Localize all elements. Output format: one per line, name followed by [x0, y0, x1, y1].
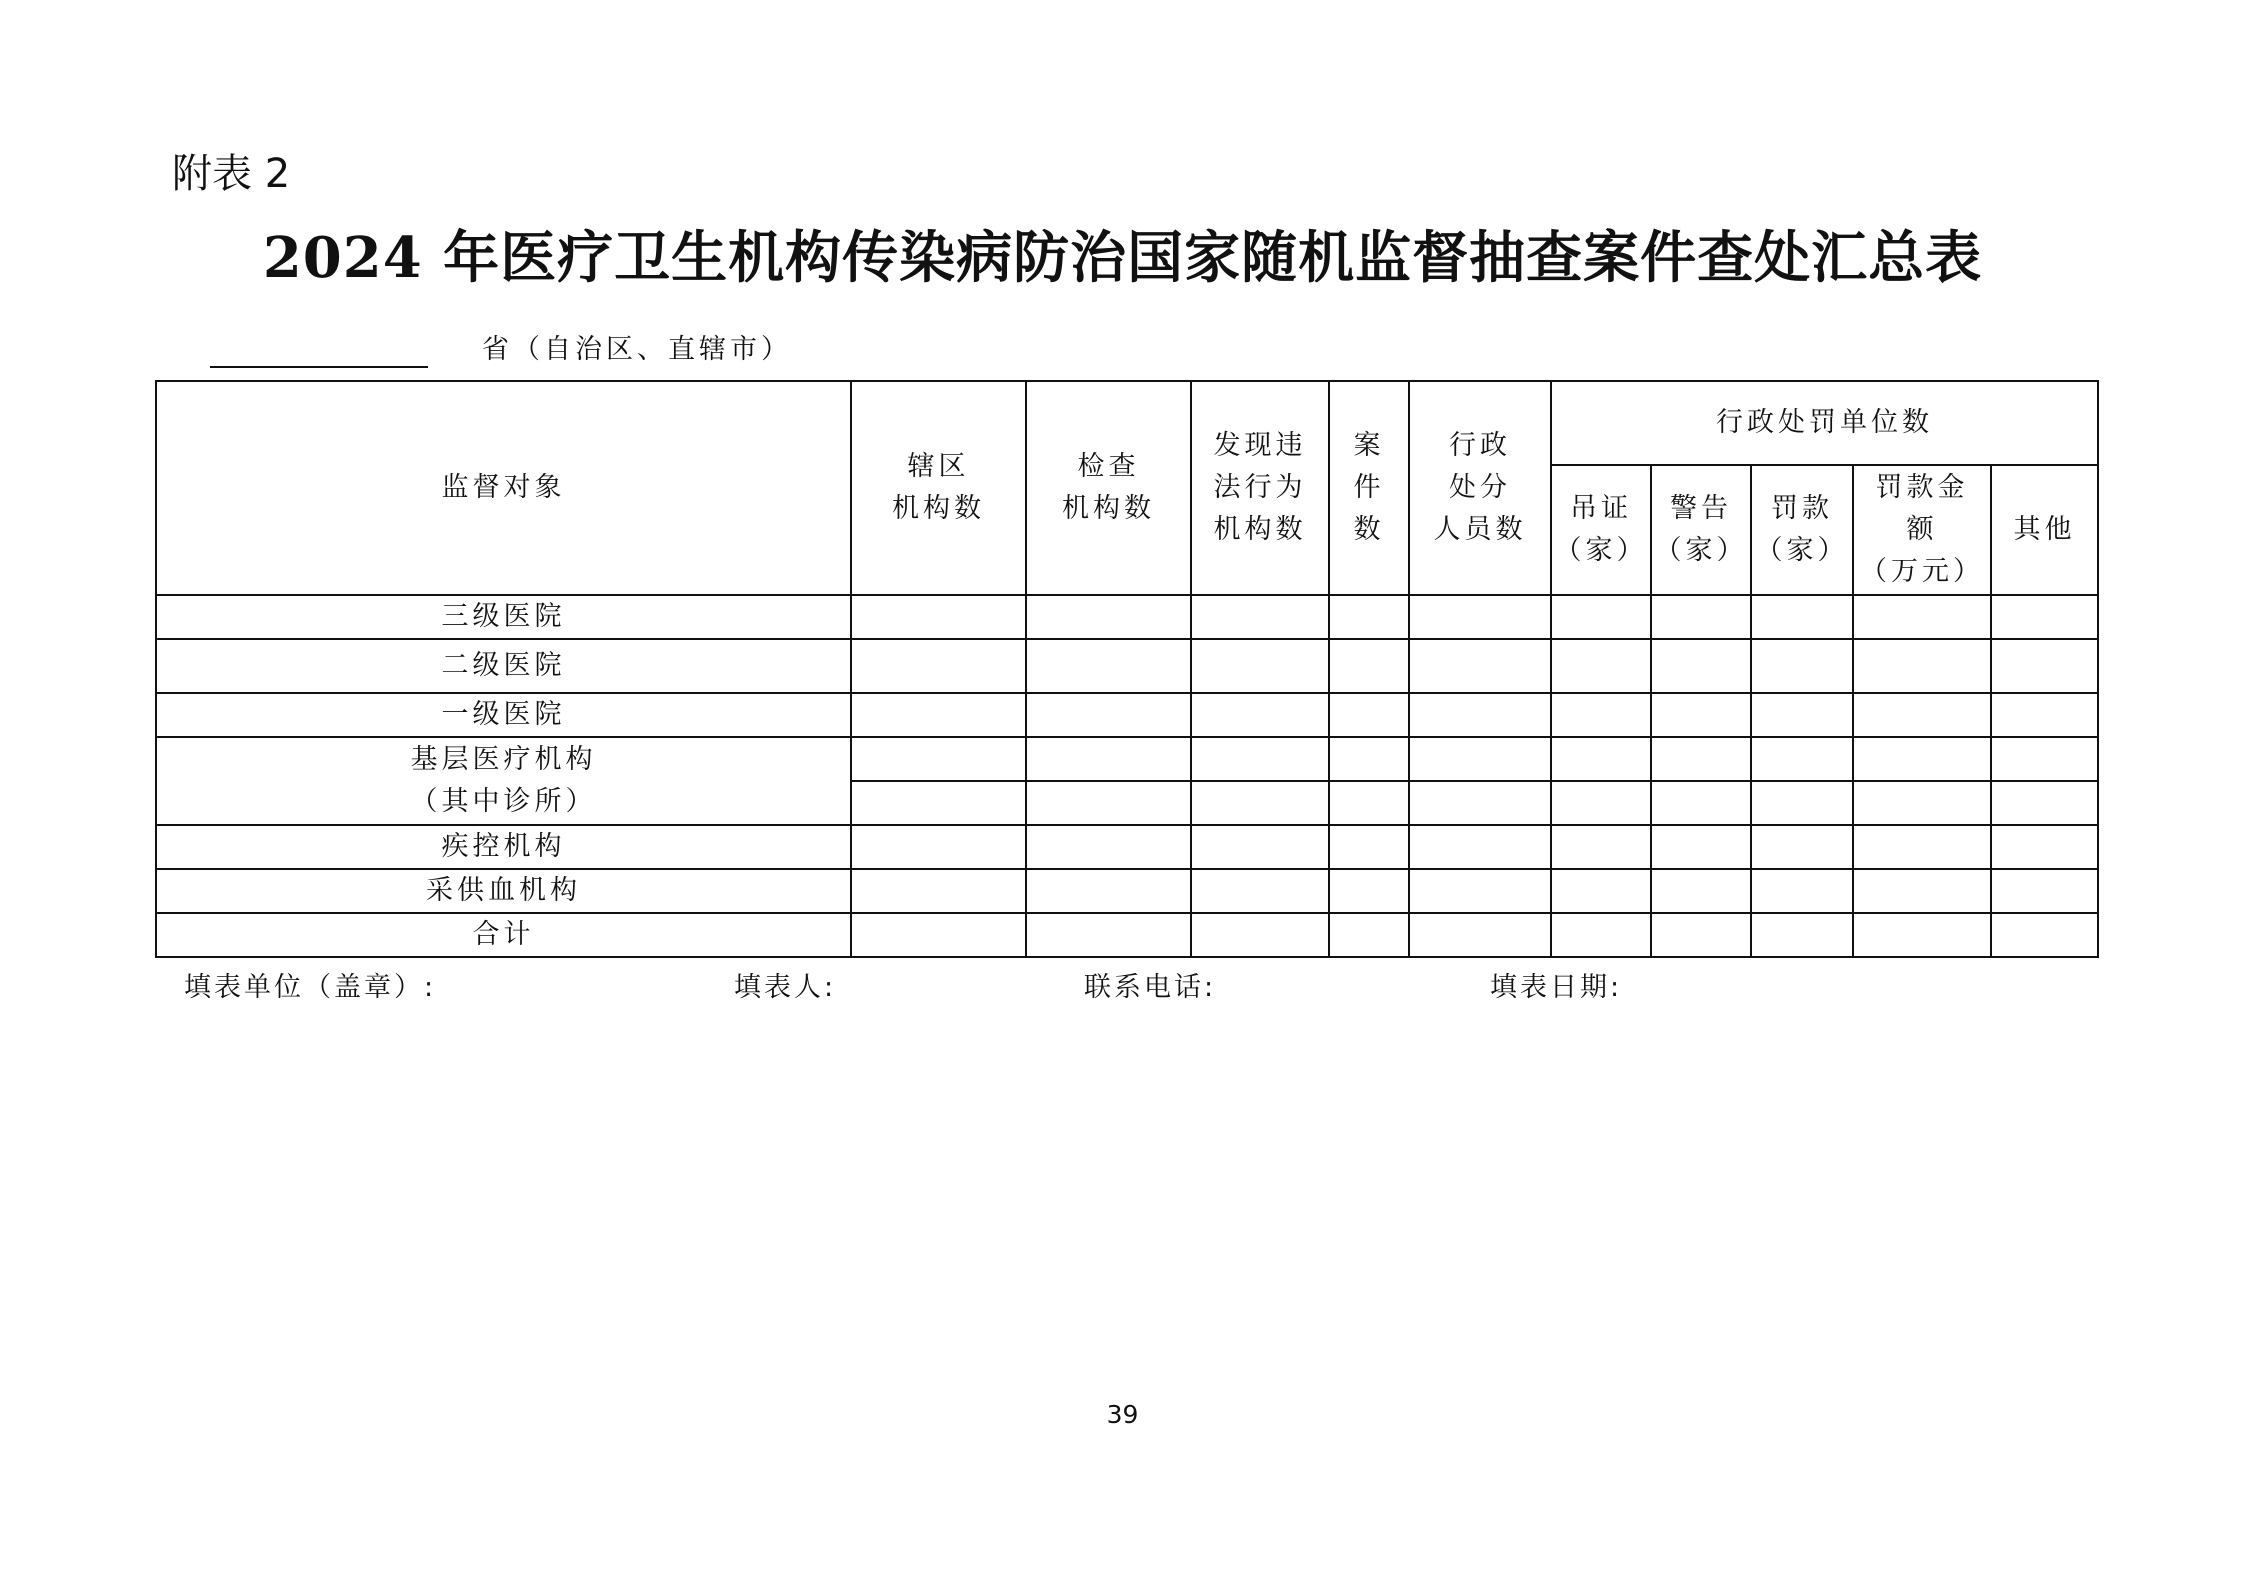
- table-cell[interactable]: [1191, 825, 1329, 869]
- table-cell[interactable]: [1026, 595, 1191, 639]
- table-cell[interactable]: [1651, 825, 1751, 869]
- table-cell[interactable]: [1751, 737, 1853, 781]
- table-cell[interactable]: [851, 825, 1026, 869]
- footer-filler-label: 填表人:: [734, 972, 837, 1003]
- table-cell[interactable]: [1751, 595, 1853, 639]
- header-district-orgs: 辖区 机构数: [851, 381, 1026, 595]
- header-violation-orgs: 发现违 法行为 机构数: [1191, 381, 1329, 595]
- table-cell[interactable]: [1551, 693, 1651, 737]
- table-cell[interactable]: [1853, 869, 1991, 913]
- table-cell[interactable]: [851, 869, 1026, 913]
- table-cell[interactable]: [1651, 869, 1751, 913]
- table-cell[interactable]: [1329, 737, 1409, 781]
- table-row: [156, 825, 2098, 869]
- province-blank-line[interactable]: [210, 366, 428, 368]
- table-cell[interactable]: [1026, 639, 1191, 693]
- table-cell[interactable]: [1026, 781, 1191, 825]
- annex-label: 附表 2: [172, 151, 291, 197]
- table-cell[interactable]: [1191, 693, 1329, 737]
- table-cell[interactable]: [1651, 639, 1751, 693]
- province-label: 省（自治区、直辖市）: [482, 334, 792, 365]
- table-cell[interactable]: [1551, 781, 1651, 825]
- table-cell[interactable]: [1651, 595, 1751, 639]
- table-cell[interactable]: [1191, 737, 1329, 781]
- table-cell[interactable]: [1853, 737, 1991, 781]
- table-cell[interactable]: [1751, 693, 1853, 737]
- table-cell[interactable]: [1991, 781, 2098, 825]
- footer-unit-label: 填表单位（盖章）:: [184, 972, 437, 1003]
- table-cell[interactable]: [1409, 639, 1551, 693]
- row-label: 合计: [156, 913, 851, 957]
- table-cell[interactable]: [1991, 869, 2098, 913]
- table-cell[interactable]: [1991, 595, 2098, 639]
- table-row: [156, 693, 2098, 737]
- table-cell[interactable]: [1026, 693, 1191, 737]
- header-other: 其他: [1991, 465, 2098, 595]
- row-label: 一级医院: [156, 693, 851, 737]
- header-row-top: [156, 381, 2098, 465]
- table-cell[interactable]: [851, 913, 1026, 957]
- table-cell[interactable]: [1329, 595, 1409, 639]
- table-cell[interactable]: [851, 639, 1026, 693]
- table-row: [156, 639, 2098, 693]
- table-row: [156, 737, 2098, 781]
- table-cell[interactable]: [1329, 693, 1409, 737]
- table-cell[interactable]: [1751, 639, 1853, 693]
- table-cell[interactable]: [1329, 781, 1409, 825]
- table-cell[interactable]: [1026, 825, 1191, 869]
- footer-date-label: 填表日期:: [1490, 972, 1623, 1003]
- table-cell[interactable]: [1191, 913, 1329, 957]
- table-cell[interactable]: [851, 781, 1026, 825]
- table-cell[interactable]: [1329, 639, 1409, 693]
- table-cell[interactable]: [1751, 781, 1853, 825]
- header-inspected-orgs: 检查 机构数: [1026, 381, 1191, 595]
- table-cell[interactable]: [1853, 825, 1991, 869]
- table-cell[interactable]: [1409, 595, 1551, 639]
- table-cell[interactable]: [1191, 869, 1329, 913]
- table-cell[interactable]: [1853, 693, 1991, 737]
- header-penalty-units: 行政处罚单位数: [1551, 381, 2098, 465]
- table-cell[interactable]: [1329, 825, 1409, 869]
- table-cell[interactable]: [1551, 913, 1651, 957]
- table-cell[interactable]: [1751, 825, 1853, 869]
- table-row-total: [156, 913, 2098, 957]
- table-cell[interactable]: [1651, 913, 1751, 957]
- table-cell[interactable]: [1853, 913, 1991, 957]
- table-cell[interactable]: [851, 595, 1026, 639]
- table-cell[interactable]: [1551, 595, 1651, 639]
- table-cell[interactable]: [1409, 693, 1551, 737]
- page-title: 2024 年医疗卫生机构传染病防治国家随机监督抽查案件查处汇总表: [262, 225, 1983, 291]
- table-cell[interactable]: [1191, 639, 1329, 693]
- table-cell[interactable]: [1651, 737, 1751, 781]
- header-cases: 案 件 数: [1329, 381, 1409, 595]
- table-cell[interactable]: [1409, 913, 1551, 957]
- table-cell[interactable]: [1991, 693, 2098, 737]
- table-cell[interactable]: [1751, 869, 1853, 913]
- table-cell[interactable]: [851, 693, 1026, 737]
- footer-phone-label: 联系电话:: [1084, 972, 1217, 1003]
- row-label: 二级医院: [156, 639, 851, 693]
- page-number: 39: [1106, 1400, 1139, 1429]
- table-cell[interactable]: [1026, 869, 1191, 913]
- summary-table: [155, 380, 2099, 958]
- row-label: 疾控机构: [156, 825, 851, 869]
- table-cell[interactable]: [1751, 913, 1853, 957]
- table-cell[interactable]: [1329, 869, 1409, 913]
- table-row: [156, 595, 2098, 639]
- table-cell[interactable]: [851, 737, 1026, 781]
- table-cell[interactable]: [1991, 639, 2098, 693]
- table-row: [156, 869, 2098, 913]
- table-cell[interactable]: [1991, 913, 2098, 957]
- table-cell[interactable]: [1026, 737, 1191, 781]
- table-cell[interactable]: [1409, 869, 1551, 913]
- table-cell[interactable]: [1191, 595, 1329, 639]
- table-cell[interactable]: [1651, 781, 1751, 825]
- header-fine-amount: 罚款金 额 （万元）: [1853, 465, 1991, 595]
- table-cell[interactable]: [1026, 913, 1191, 957]
- header-warning: 警告 （家）: [1651, 465, 1751, 595]
- row-label-grassroots: 基层医疗机构 （其中诊所）: [156, 737, 851, 825]
- table-cell[interactable]: [1853, 781, 1991, 825]
- table-cell[interactable]: [1409, 825, 1551, 869]
- row-label: 采供血机构: [156, 869, 851, 913]
- row-label: 三级医院: [156, 595, 851, 639]
- table-cell[interactable]: [1991, 825, 2098, 869]
- header-fine: 罚款 （家）: [1751, 465, 1853, 595]
- header-subject: 监督对象: [156, 381, 851, 595]
- table-cell[interactable]: [1191, 781, 1329, 825]
- table-cell[interactable]: [1551, 825, 1651, 869]
- table-cell[interactable]: [1551, 639, 1651, 693]
- table-cell[interactable]: [1409, 781, 1551, 825]
- header-revoke: 吊证 （家）: [1551, 465, 1651, 595]
- table-cell[interactable]: [1853, 639, 1991, 693]
- header-admin-penalty-persons: 行政 处分 人员数: [1409, 381, 1551, 595]
- table-cell[interactable]: [1853, 595, 1991, 639]
- table-cell[interactable]: [1651, 693, 1751, 737]
- table-cell[interactable]: [1991, 737, 2098, 781]
- table-cell[interactable]: [1551, 737, 1651, 781]
- table-cell[interactable]: [1409, 737, 1551, 781]
- table-cell[interactable]: [1329, 913, 1409, 957]
- table-cell[interactable]: [1551, 869, 1651, 913]
